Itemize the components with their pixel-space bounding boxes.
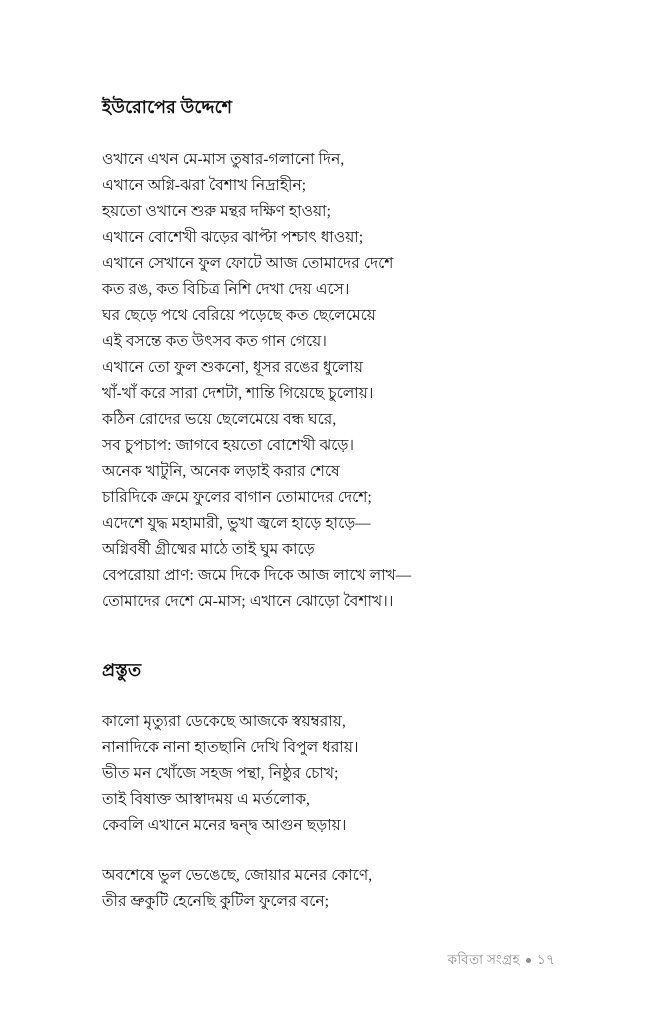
poem-line: ওখানে এখন মে-মাস তুষার-গলানো দিন, bbox=[102, 150, 345, 168]
poem-line: নানাদিকে নানা হাতছানি দেখি বিপুল ধরায়। bbox=[102, 739, 359, 757]
footer-book-title: কবিতা সংগ্রহ bbox=[447, 952, 520, 967]
page-number: ১৭ bbox=[536, 952, 555, 967]
poem-prostut bbox=[102, 659, 532, 916]
poem-line: ঘর ছেড়ে পথে বেরিয়ে পড়েছে কত ছেলেমেয়ে bbox=[102, 306, 376, 324]
poem-line: কালো মৃত্যুরা ডেকেছে আজকে স্বয়ম্বরায়, bbox=[102, 713, 346, 731]
poem-line: ভীত মন খোঁজে সহজ পন্থা, নিষ্ঠুর চোখ; bbox=[102, 765, 339, 783]
poem-line: এখানে অগ্নি-ঝরা বৈশাখ নিদ্রাহীন; bbox=[102, 176, 307, 194]
bullet-dot-icon bbox=[526, 958, 531, 963]
poem-europer-uddeshe bbox=[102, 96, 532, 615]
poem-line: এখানে বোশেখী ঝড়ের ঝাপ্টা পশ্চাৎ ধাওয়া; bbox=[102, 228, 364, 246]
poem-line: তীর ভ্রুকুটি হেনেছি কুটিল ফুলের বনে; bbox=[102, 893, 330, 911]
poem-line: কঠিন রোদের ভয়ে ছেলেমেয়ে বন্ধ ঘরে, bbox=[102, 410, 337, 428]
poem-line: কত রঙ, কত বিচিত্র নিশি দেখা দেয় এসে। bbox=[102, 280, 350, 298]
poem-line: তাই বিষাক্ত আস্বাদময় এ মর্তলোক, bbox=[102, 791, 311, 809]
poem-line: এখানে তো ফুল শুকনো, ধূসর রঙের ধুলোয় bbox=[102, 358, 364, 376]
poem-line: বেপরোয়া প্রাণ: জমে দিকে দিকে আজ লাখে লাখ— bbox=[102, 566, 412, 584]
poem-title: ইউরোপের উদ্দেশে bbox=[102, 97, 233, 117]
page-footer bbox=[448, 949, 555, 972]
poem-line: তোমাদের দেশে মে-মাস; এখানে ঝোড়ো বৈশাখ।। bbox=[102, 592, 394, 610]
poem-stanza bbox=[102, 863, 532, 915]
poem-line: এই বসন্তে কত উৎসব কত গান গেয়ে। bbox=[102, 332, 327, 350]
poem-line: খাঁ-খাঁ করে সারা দেশটা, শান্তি গিয়েছে চুলোয়। bbox=[102, 384, 374, 402]
poem-stanza bbox=[102, 147, 532, 615]
poem-title: প্রস্তুত bbox=[102, 659, 142, 680]
page-content bbox=[102, 96, 532, 915]
poem-stanza bbox=[102, 709, 532, 839]
poem-line: এখানে সেখানে ফুল ফোটে আজ তোমাদের দেশে bbox=[102, 254, 394, 272]
poem-line: অবশেষে ভুল ভেঙেছে, জোয়ার মনের কোণে, bbox=[102, 867, 373, 885]
poem-line: এদেশে যুদ্ধ মহামারী, ভুখা জ্বলে হাড়ে হাড়ে— bbox=[102, 514, 371, 532]
poem-line: অগ্নিবর্ষী গ্রীষ্মের মাঠে তাই ঘুম কাড়ে bbox=[102, 540, 315, 558]
poem-line: হয়তো ওখানে শুরু মন্থর দক্ষিণ হাওয়া; bbox=[102, 202, 332, 220]
poem-line: চারিদিকে ক্রমে ফুলের বাগান তোমাদের দেশে; bbox=[102, 488, 372, 506]
poem-line: সব চুপচাপ: জাগবে হয়তো বোশেখী ঝড়ে। bbox=[102, 436, 355, 454]
poem-line: কেবলি এখানে মনের দ্বন্দ্ব আগুন ছড়ায়। bbox=[102, 817, 347, 835]
poem-line: অনেক খাটুনি, অনেক লড়াই করার শেষে bbox=[102, 462, 340, 480]
